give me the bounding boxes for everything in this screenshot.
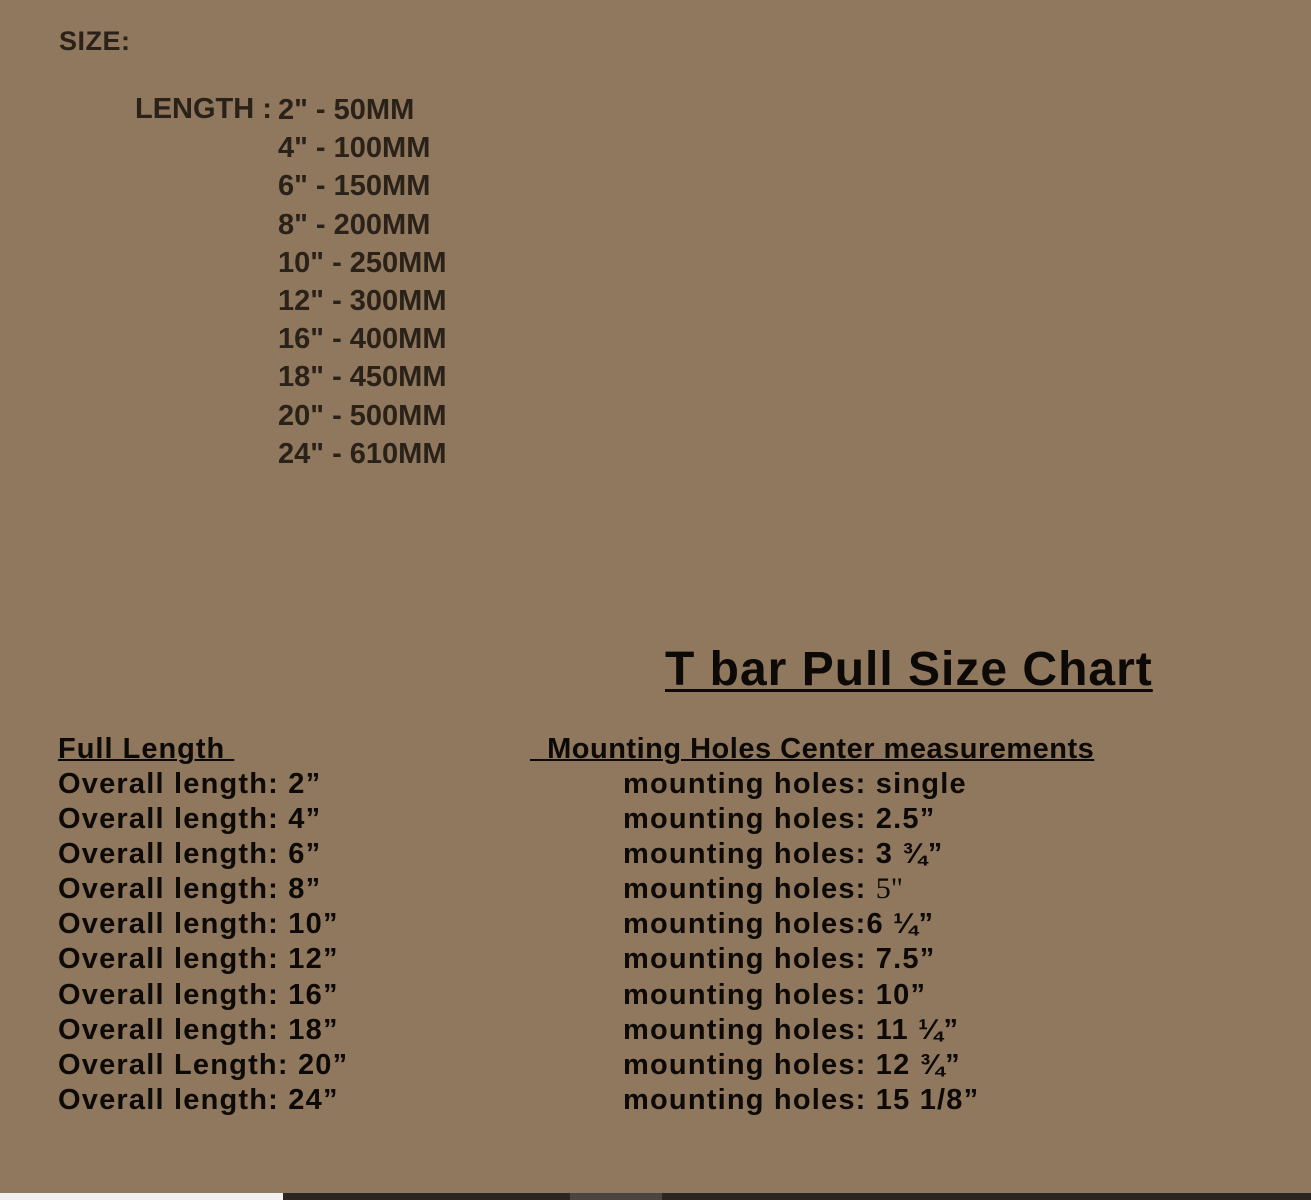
mounting-holes-item [623, 1013, 979, 1048]
overall-length-list [58, 767, 348, 1118]
mounting-holes-text: mounting holes: 3 ¾” [623, 838, 944, 871]
mounting-holes-text: mounting holes: 2.5” [623, 803, 936, 836]
chart-title: T bar Pull Size Chart [665, 643, 1153, 696]
length-label: LENGTH : [135, 93, 272, 125]
full-length-header: Full Length [58, 733, 235, 765]
size-heading: SIZE: [59, 26, 131, 56]
mounting-holes-text: mounting holes: 11 ¼” [623, 1013, 960, 1046]
length-item: 16" - 400MM [278, 323, 447, 356]
mounting-holes-text: mounting holes: 7.5” [623, 943, 936, 976]
overall-length-item: Overall length: 8” [58, 873, 322, 906]
horizontal-scrollbar[interactable] [283, 1193, 1311, 1200]
overall-length-item: Overall length: 12” [58, 943, 339, 976]
mounting-holes-text: mounting holes: 12 ¾” [623, 1048, 961, 1081]
mounting-holes-text: mounting holes: 10” [623, 978, 927, 1011]
length-item: 12" - 300MM [278, 284, 447, 317]
mounting-holes-item [623, 802, 979, 837]
mounting-holes-value: 5" [875, 872, 904, 906]
mounting-holes-item [623, 942, 979, 977]
overall-length-item: Overall length: 2” [58, 768, 322, 800]
length-item: 8" - 200MM [278, 208, 431, 241]
mounting-holes-item [623, 872, 979, 907]
bottom-strip-left [0, 1193, 283, 1200]
mounting-holes-item [623, 837, 979, 872]
mounting-holes-text: mounting holes: 15 1/8” [623, 1083, 980, 1116]
overall-length-item: Overall length: 4” [58, 803, 322, 836]
overall-length-item: Overall length: 6” [58, 838, 322, 871]
length-item: 24" - 610MM [278, 437, 447, 470]
length-item: 10" - 250MM [278, 246, 447, 279]
mounting-holes-item [623, 1048, 979, 1083]
overall-length-item: Overall length: 10” [58, 908, 339, 941]
overall-length-item: Overall Length: 20” [58, 1048, 349, 1081]
length-item: 4" - 100MM [278, 132, 431, 165]
mounting-holes-item [623, 907, 979, 942]
length-list [278, 93, 446, 475]
overall-length-item: Overall length: 18” [58, 1013, 339, 1046]
overall-length-item: Overall length: 16” [58, 978, 339, 1011]
mounting-holes-item [623, 767, 979, 802]
length-item: 20" - 500MM [278, 399, 447, 432]
length-item: 18" - 450MM [278, 361, 447, 394]
mounting-holes-list [623, 767, 979, 1118]
mounting-holes-header: Mounting Holes Center measurements [530, 733, 1095, 765]
length-item: 2" - 50MM [278, 94, 415, 126]
scrollbar-thumb[interactable] [570, 1193, 662, 1200]
mounting-holes-item [623, 1083, 979, 1118]
mounting-holes-text: mounting holes: [623, 873, 876, 906]
mounting-holes-text: mounting holes:6 ¼” [623, 908, 935, 941]
length-item: 6" - 150MM [278, 170, 431, 203]
overall-length-item: Overall length: 24” [58, 1083, 339, 1116]
mounting-holes-text: mounting holes: single [623, 768, 967, 800]
mounting-holes-item [623, 978, 979, 1013]
